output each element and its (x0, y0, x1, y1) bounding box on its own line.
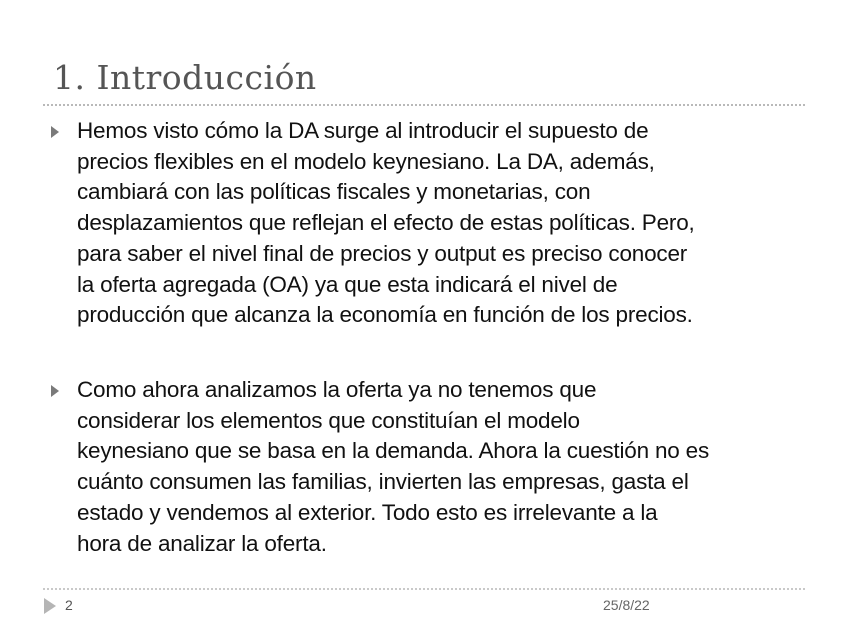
paragraph-line: estado y vendemos al exterior. Todo esto es irrelevante a la (77, 499, 658, 525)
paragraph-line: keynesiano que se basa en la demanda. Ahora la cuestión no es (77, 438, 710, 464)
title-divider (43, 104, 805, 106)
bullet-triangle-icon (51, 126, 59, 138)
paragraph-line: cuánto consumen las familias, invierten las empresas, gasta el (77, 469, 689, 495)
paragraph-line: producción que alcanza la economía en función de los precios. (77, 302, 693, 328)
paragraph-line: Hemos visto cómo la DA surge al introducir el supuesto de (77, 118, 649, 143)
slide-title: 1. Introducción (53, 58, 317, 97)
bullet-triangle-icon (51, 385, 59, 397)
paragraph-line: Como ahora analizamos la oferta ya no tenemos que (77, 377, 597, 402)
footer-triangle-icon (44, 598, 56, 614)
paragraph-line: cambiará con las políticas fiscales y monetarias, con (77, 179, 591, 205)
footer-divider (43, 588, 805, 590)
footer-date: 25/8/22 (603, 597, 650, 613)
page-number: 2 (65, 597, 73, 613)
paragraph-line: precios flexibles en el modelo keynesiano. La DA, además, (77, 148, 655, 174)
paragraph-line: considerar los elementos que constituían el modelo (77, 407, 580, 433)
paragraph-line: desplazamientos que reflejan el efecto de estas políticas. Pero, (77, 210, 695, 236)
paragraph-line: la oferta agregada (OA) ya que esta indicará el nivel de (77, 271, 618, 297)
bullet-paragraph-1 (77, 116, 799, 331)
bullet-paragraph-2 (77, 375, 799, 559)
paragraph-line: para saber el nivel final de precios y output es preciso conocer (77, 240, 688, 266)
paragraph-line: hora de analizar la oferta. (77, 530, 327, 556)
